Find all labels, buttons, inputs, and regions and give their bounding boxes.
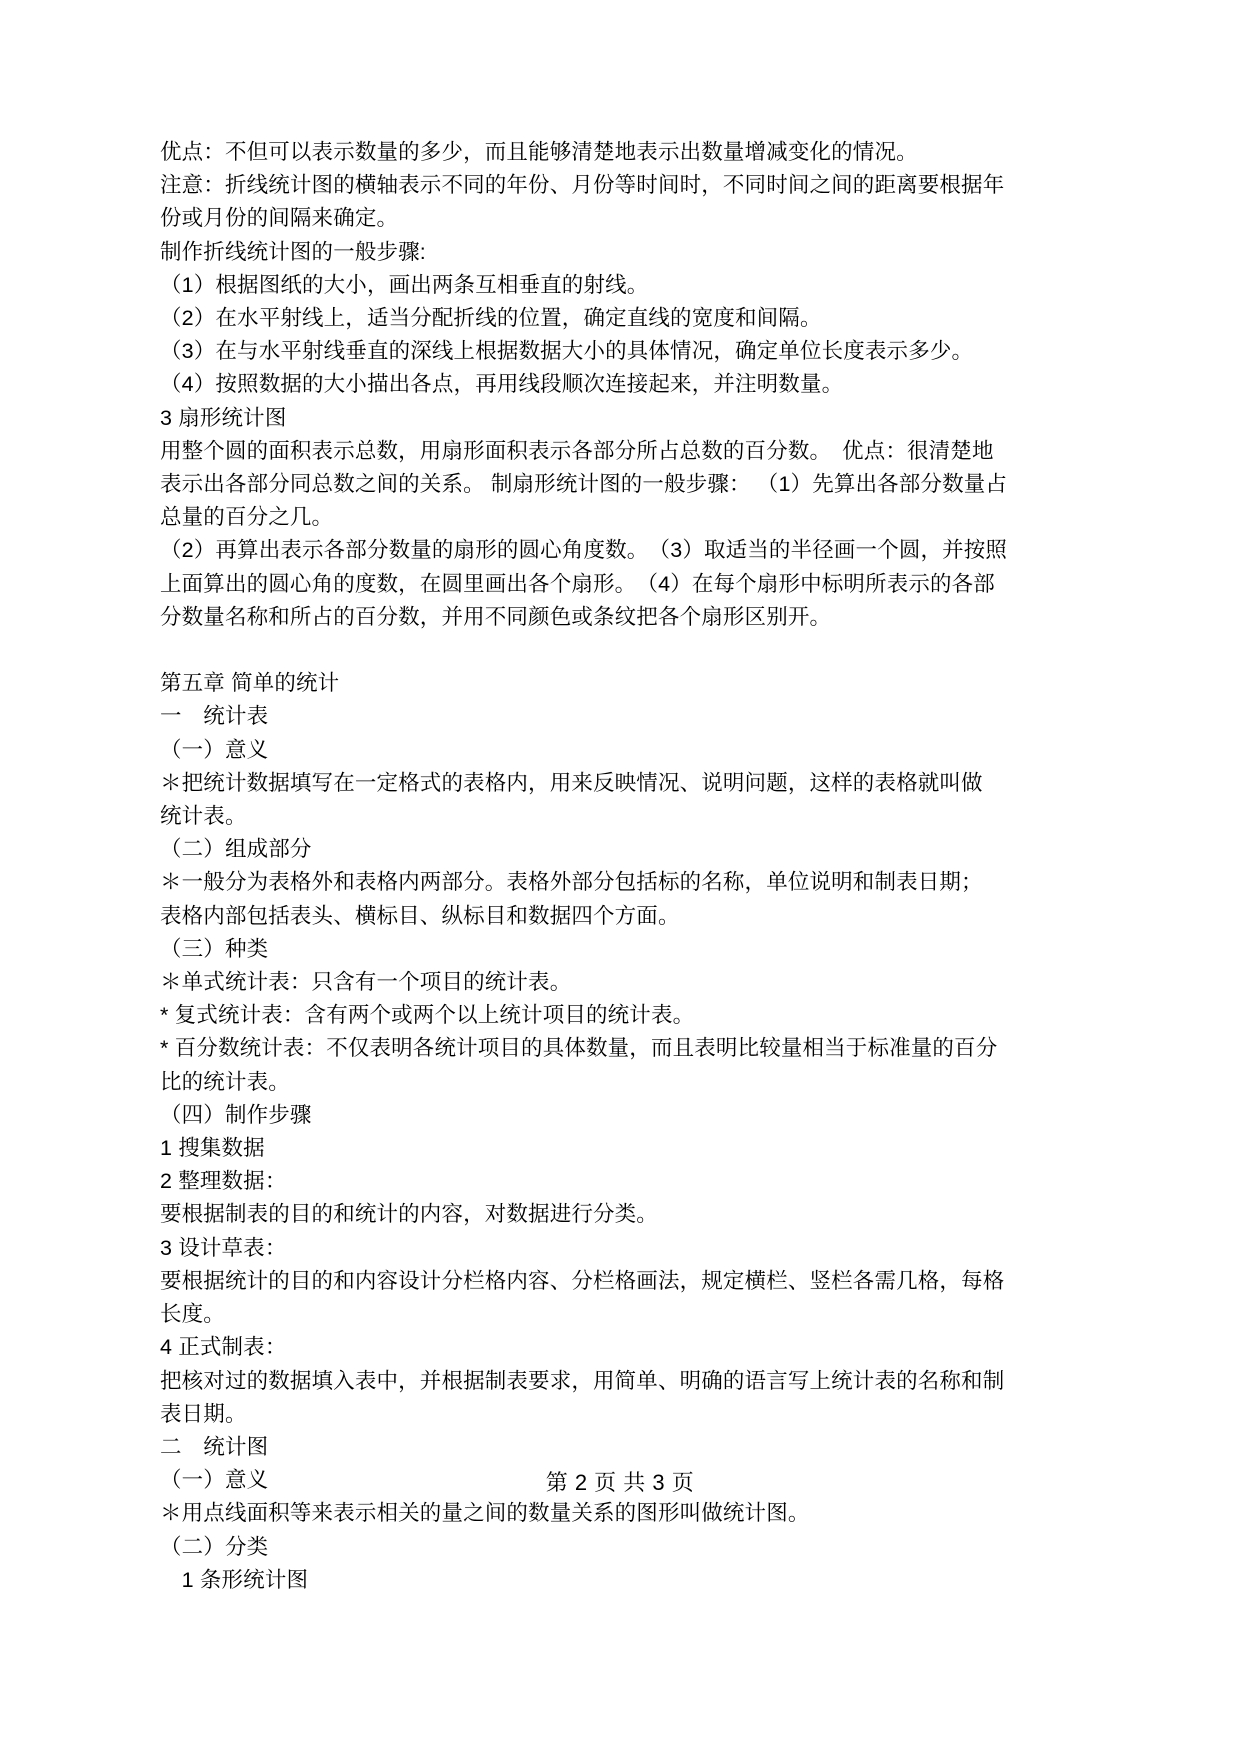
body-line: 一 统计表 bbox=[160, 704, 269, 729]
body-line: 要根据制表的目的和统计的内容，对数据进行分类。 bbox=[160, 1202, 658, 1227]
body-line: 长度。 bbox=[160, 1302, 225, 1327]
body-line: 1 条形统计图 bbox=[160, 1567, 309, 1592]
body-line: 统计表。 bbox=[160, 804, 247, 829]
body-line: （二）组成部分 bbox=[160, 837, 312, 862]
body-line: ＊用点线面积等来表示相关的量之间的数量关系的图形叫做统计图。 bbox=[160, 1501, 810, 1526]
body-line: 要根据统计的目的和内容设计分栏格内容、分栏格画法，规定横栏、竖栏各需几格，每格 bbox=[160, 1268, 1005, 1293]
body-line: （四）制作步骤 bbox=[160, 1102, 312, 1127]
body-line: （2）再算出表示各部分数量的扇形的圆心角度数。 （3）取适当的半径画一个圆，并按照 bbox=[160, 538, 1008, 563]
body-line: （二）分类 bbox=[160, 1534, 269, 1559]
document-body bbox=[160, 136, 1085, 1597]
body-line: 分数量名称和所占的百分数，并用不同颜色或条纹把各个扇形区别开。 bbox=[160, 604, 832, 629]
body-line: 2 整理数据： bbox=[160, 1169, 287, 1194]
body-line: 把核对过的数据填入表中，并根据制表要求，用简单、明确的语言写上统计表的名称和制 bbox=[160, 1368, 1005, 1393]
body-line: ＊把统计数据填写在一定格式的表格内，用来反映情况、说明问题，这样的表格就叫做 bbox=[160, 770, 983, 795]
body-line: （1）根据图纸的大小，画出两条互相垂直的射线。 bbox=[160, 272, 649, 297]
body-line: （一）意义 bbox=[160, 737, 269, 762]
body-line: 优点：不但可以表示数量的多少，而且能够清楚地表示出数量增减变化的情况。 bbox=[160, 140, 918, 164]
body-line: 表示出各部分同总数之间的关系。 制扇形统计图的一般步骤： （1）先算出各部分数量占 bbox=[160, 472, 1008, 497]
body-line-blank bbox=[160, 634, 1085, 667]
body-line: 4 正式制表： bbox=[160, 1335, 287, 1360]
body-line: ＊单式统计表：只含有一个项目的统计表。 bbox=[160, 970, 572, 995]
body-line: 3 设计草表： bbox=[160, 1235, 287, 1260]
body-line: 第五章 简单的统计 bbox=[160, 671, 340, 696]
body-line: * 复式统计表：含有两个或两个以上统计项目的统计表。 bbox=[160, 1003, 695, 1028]
body-line: 二 统计图 bbox=[160, 1434, 269, 1459]
body-line: 上面算出的圆心角的度数，在圆里画出各个扇形。 （4）在每个扇形中标明所表示的各部 bbox=[160, 571, 995, 596]
body-line: 表格内部包括表头、横标目、纵标目和数据四个方面。 bbox=[160, 903, 680, 928]
body-line: 表日期。 bbox=[160, 1401, 247, 1426]
body-line: 注意：折线统计图的横轴表示不同的年份、月份等时间时，不同时间之间的距离要根据年 bbox=[160, 173, 1005, 198]
body-line: ＊一般分为表格外和表格内两部分。表格外部分包括标的名称，单位说明和制表日期； bbox=[160, 870, 983, 895]
body-line: 比的统计表。 bbox=[160, 1069, 290, 1094]
body-line: （3）在与水平射线垂直的深线上根据数据大小的具体情况，确定单位长度表示多少。 bbox=[160, 339, 974, 364]
body-line: 用整个圆的面积表示总数，用扇形面积表示各部分所占总数的百分数。 优点：很清楚地 bbox=[160, 438, 994, 463]
body-line: （4）按照数据的大小描出各点，再用线段顺次连接起来，并注明数量。 bbox=[160, 372, 844, 397]
body-line: （一）意义 bbox=[160, 1468, 269, 1493]
body-line: 制作折线统计图的一般步骤: bbox=[160, 239, 426, 264]
body-line: * 百分数统计表：不仅表明各统计项目的具体数量，而且表明比较量相当于标准量的百分 bbox=[160, 1036, 998, 1061]
body-line: （2）在水平射线上，适当分配折线的位置，确定直线的宽度和间隔。 bbox=[160, 306, 822, 331]
body-line: 1 搜集数据 bbox=[160, 1136, 265, 1161]
body-line: （三）种类 bbox=[160, 936, 269, 961]
page-footer: 第 2 页 共 3 页 bbox=[545, 1470, 695, 1495]
body-line: 3 扇形统计图 bbox=[160, 405, 287, 430]
body-line: 总量的百分之几。 bbox=[160, 505, 334, 530]
body-line: 份或月份的间隔来确定。 bbox=[160, 206, 399, 231]
